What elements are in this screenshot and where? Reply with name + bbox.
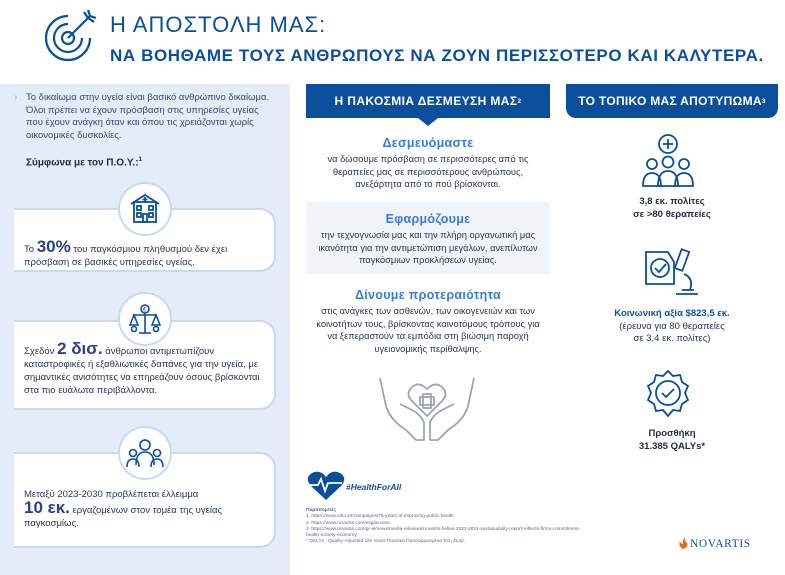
health-for-all-logo	[306, 470, 402, 507]
page-title: Η ΑΠΟΣΤΟΛΗ ΜΑΣ:	[110, 12, 327, 37]
people-group-icon	[640, 132, 696, 190]
references: Παραπομπές 1. https://www.who.int/campaigns/75-years-of-improving-public-health 2. https://www.novartis.com/esg/access 3. https://www.novartis.com/gr-el/news/media-releases/novartis-hellas-2022-2021-sustainability-report-reflects-firms-commitment-health-society-economy * QALYs : Quality-Adjusted Life Years Ποιοτικά Προσαρμοσμένα Έτη Ζωής	[306, 508, 586, 546]
reference-item: 2. https://www.novartis.com/esg/access	[306, 520, 390, 526]
hospital-icon	[118, 182, 172, 236]
commitment-text: στις ανάγκες των ασθενών, των οικογενειών και των κοινοτήτων τους, βρίσκοντας καινοτόμους τρόπους για να ξεπεραστούν τα εμπόδια στη βιώσιμη παροχή υγειονομικής περίθαλψης.	[316, 306, 540, 354]
healthcare-workers-icon	[118, 426, 172, 480]
left-panel	[0, 84, 290, 575]
microscope-research-icon	[640, 244, 700, 300]
global-commitment-heading: Η ΠΑΚΟΣΜΙΑ ΔΕΣΜΕΥΣΗ ΜΑΣ 2	[306, 84, 550, 118]
commitment-title: Δίνουμε προτεραιότητα	[354, 288, 502, 302]
commitment-block-2	[306, 212, 550, 267]
verified-badge-icon	[642, 368, 694, 420]
commitment-text: να δώσουμε πρόσβαση σε περισσότερες από τις θεραπείες μας σε περισσότερους ανθρώπους, ανεξάρτητα από το πού βρίσκονται.	[327, 154, 529, 189]
stat-value: 10 εκ.	[24, 498, 70, 517]
stat-value: 2 δισ.	[57, 339, 103, 358]
footprint-social-value: Κοινωνική αξία $823,5 εκ. (έρευνα για 80 θεραπείες σε 3,4 εκ. πολίτες)	[614, 308, 730, 344]
who-label: Σύμφωνα με τον Π.Ο.Υ.:$^1$	[26, 156, 143, 169]
hands-heart-icon	[372, 368, 482, 444]
stat-card-costs: Σχεδόν 2 δισ. άνθρωποι αντιμετωπίζουν καταστροφικές ή εξαθλιωτικές δαπάνες για την υγεία, με σημαντικές ανισότητες να επηρεάζουν όσους βρίσκονται στα πιο ευάλωτα περιβάλλοντα.	[14, 320, 276, 410]
stat-card-workforce: Μεταξύ 2023-2030 προβλέπεται έλλειμμα 10 εκ. εργαζομένων στον τομέα της υγείας παγκοσμίως.	[14, 452, 276, 548]
stat-value: 30%	[36, 237, 71, 256]
novartis-flame-icon	[677, 536, 689, 550]
footprint-citizens: 3,8 εκ. πολίτες σε >80 θεραπείες	[633, 196, 711, 220]
page-subtitle: ΝΑ ΒΟΗΘΑΜΕ ΤΟΥΣ ΑΝΘΡΩΠΟΥΣ ΝΑ ΖΟΥΝ ΠΕΡΙΣΣΟΤΕΡΟ ΚΑΙ ΚΑΛΥΤΕΡΑ.	[110, 46, 764, 65]
stat-card-access: Το 30% του παγκόσμιου πληθυσμού δεν έχει πρόσβαση σε βασικές υπηρεσίες υγείας.	[14, 208, 276, 272]
balance-scale-icon	[118, 292, 172, 346]
commitment-block-3	[306, 288, 550, 355]
footprint-qalys: Προσθήκη 31.385 QALYs*	[638, 428, 706, 452]
commitment-title: Δεσμευόμαστε	[382, 136, 474, 150]
header	[0, 0, 785, 80]
svg-text:€: €	[143, 307, 147, 314]
target-arrow-icon	[38, 8, 98, 68]
hashtag-label: #HealthForAll	[346, 482, 402, 492]
novartis-logo: NOVARTIS	[690, 538, 751, 550]
heart-pulse-icon	[306, 470, 346, 502]
commitment-title: Εφαρμόζουμε	[385, 212, 471, 226]
intro-text: › Το δικαίωμα στην υγεία είναι βασικό ανθρώπινο δικαίωμα. Όλοι πρέπει να έχουν πρόσβαση στις υπηρεσίες υγείας που έχουν ανάγκη όταν και όπου τις χρειάζονται χωρίς οικονομικές δυσκολίες.	[14, 92, 270, 141]
chevron-right-icon: ›	[14, 92, 18, 103]
reference-item: * QALYs : Quality-Adjusted Life Years Ποιοτικά Προσαρμοσμένα Έτη Ζωής	[306, 539, 465, 545]
commitment-text: την τεχνογνωσία μας και την πλήρη οργανωτική μας ικανότητα για την αντιμετώπιση μεγάλων, ανεπίλυτων παγκόσμιων προκλήσεων υγείας.	[318, 230, 538, 265]
reference-item: 1. https://www.who.int/campaigns/75-years-of-improving-public-health	[306, 514, 454, 520]
local-footprint-heading: ΤΟ ΤΟΠΙΚΟ ΜΑΣ ΑΠΟΤΥΠΩΜΑ 3	[566, 84, 778, 118]
commitment-block-1	[306, 136, 550, 191]
reference-item: 3. https://www.novartis.com/gr-el/news/media-releases/novartis-hellas-2022-2021-sustainability-report-reflects-firms-commitment-health-society-economy	[306, 526, 581, 539]
